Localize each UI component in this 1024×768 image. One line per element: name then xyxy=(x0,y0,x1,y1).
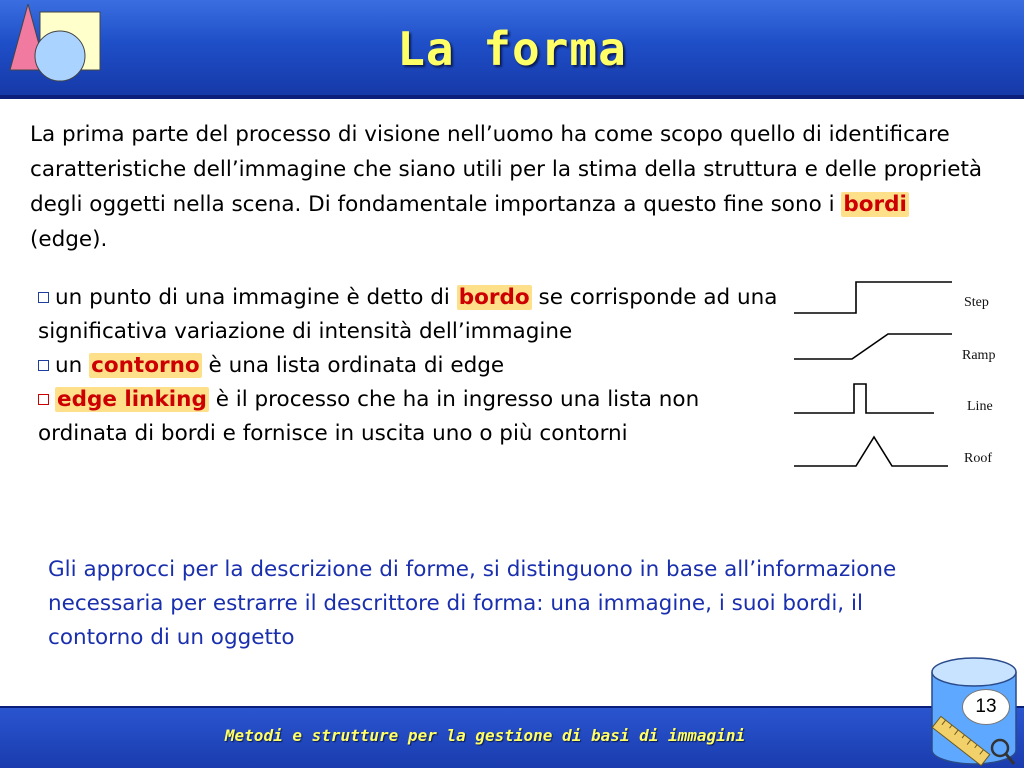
intro-highlight: bordi xyxy=(843,192,907,217)
edge-label-roof: Roof xyxy=(964,451,992,466)
intro-paragraph xyxy=(30,117,990,257)
bullet-highlight: edge linking xyxy=(57,387,207,412)
footer-text: Metodi e strutture per la gestione di basi di immagini xyxy=(224,726,746,745)
checkbox-bullet-icon xyxy=(38,394,49,405)
edge-label-ramp: Ramp xyxy=(962,348,996,363)
line-profile xyxy=(794,384,934,413)
bullet-highlight: bordo xyxy=(458,285,530,310)
bullet-item xyxy=(38,281,778,349)
ramp-profile xyxy=(794,334,952,359)
intro-text: La prima parte del processo di visione nell’uomo ha come scopo quello di identificare caratteristiche dell’immagine che siano utili per la stima della struttura e delle proprietà degli oggetti nella scena. Di fondamentale importanza a questo fine sono i xyxy=(30,122,983,217)
bullet-highlight: contorno xyxy=(91,353,200,378)
edge-label-line: Line xyxy=(967,399,993,414)
edge-label-step: Step xyxy=(964,295,989,310)
bullet-post: se corrisponde ad una significativa variazione di intensità dell’immagine xyxy=(38,285,778,344)
checkbox-bullet-icon xyxy=(38,292,49,303)
step-profile xyxy=(794,282,952,313)
page-number: 13 xyxy=(962,689,1010,725)
bullet-pre: un punto di una immagine è detto di xyxy=(55,285,450,310)
bullet-post: è una lista ordinata di edge xyxy=(208,353,505,378)
header-divider xyxy=(0,95,1024,99)
intro-tail: (edge). xyxy=(30,227,108,252)
edge-types-diagram xyxy=(788,270,1018,480)
bullet-item xyxy=(38,349,778,383)
note-paragraph: Gli approcci per la descrizione di forme, si distinguono in base all’informazione necessaria per estrarre il descrittore di forma: una immagine, i suoi bordi, il contorno di un oggetto xyxy=(48,557,897,650)
bullet-post: è il processo che ha in ingresso una lista non ordinata di bordi e fornisce in uscita uno o più contorni xyxy=(38,387,700,446)
roof-profile xyxy=(794,437,948,466)
bullet-pre: un xyxy=(55,353,83,378)
bullet-item xyxy=(38,383,778,451)
slide-title: La forma xyxy=(397,22,627,76)
checkbox-bullet-icon xyxy=(38,360,49,371)
bullet-list xyxy=(38,281,778,451)
